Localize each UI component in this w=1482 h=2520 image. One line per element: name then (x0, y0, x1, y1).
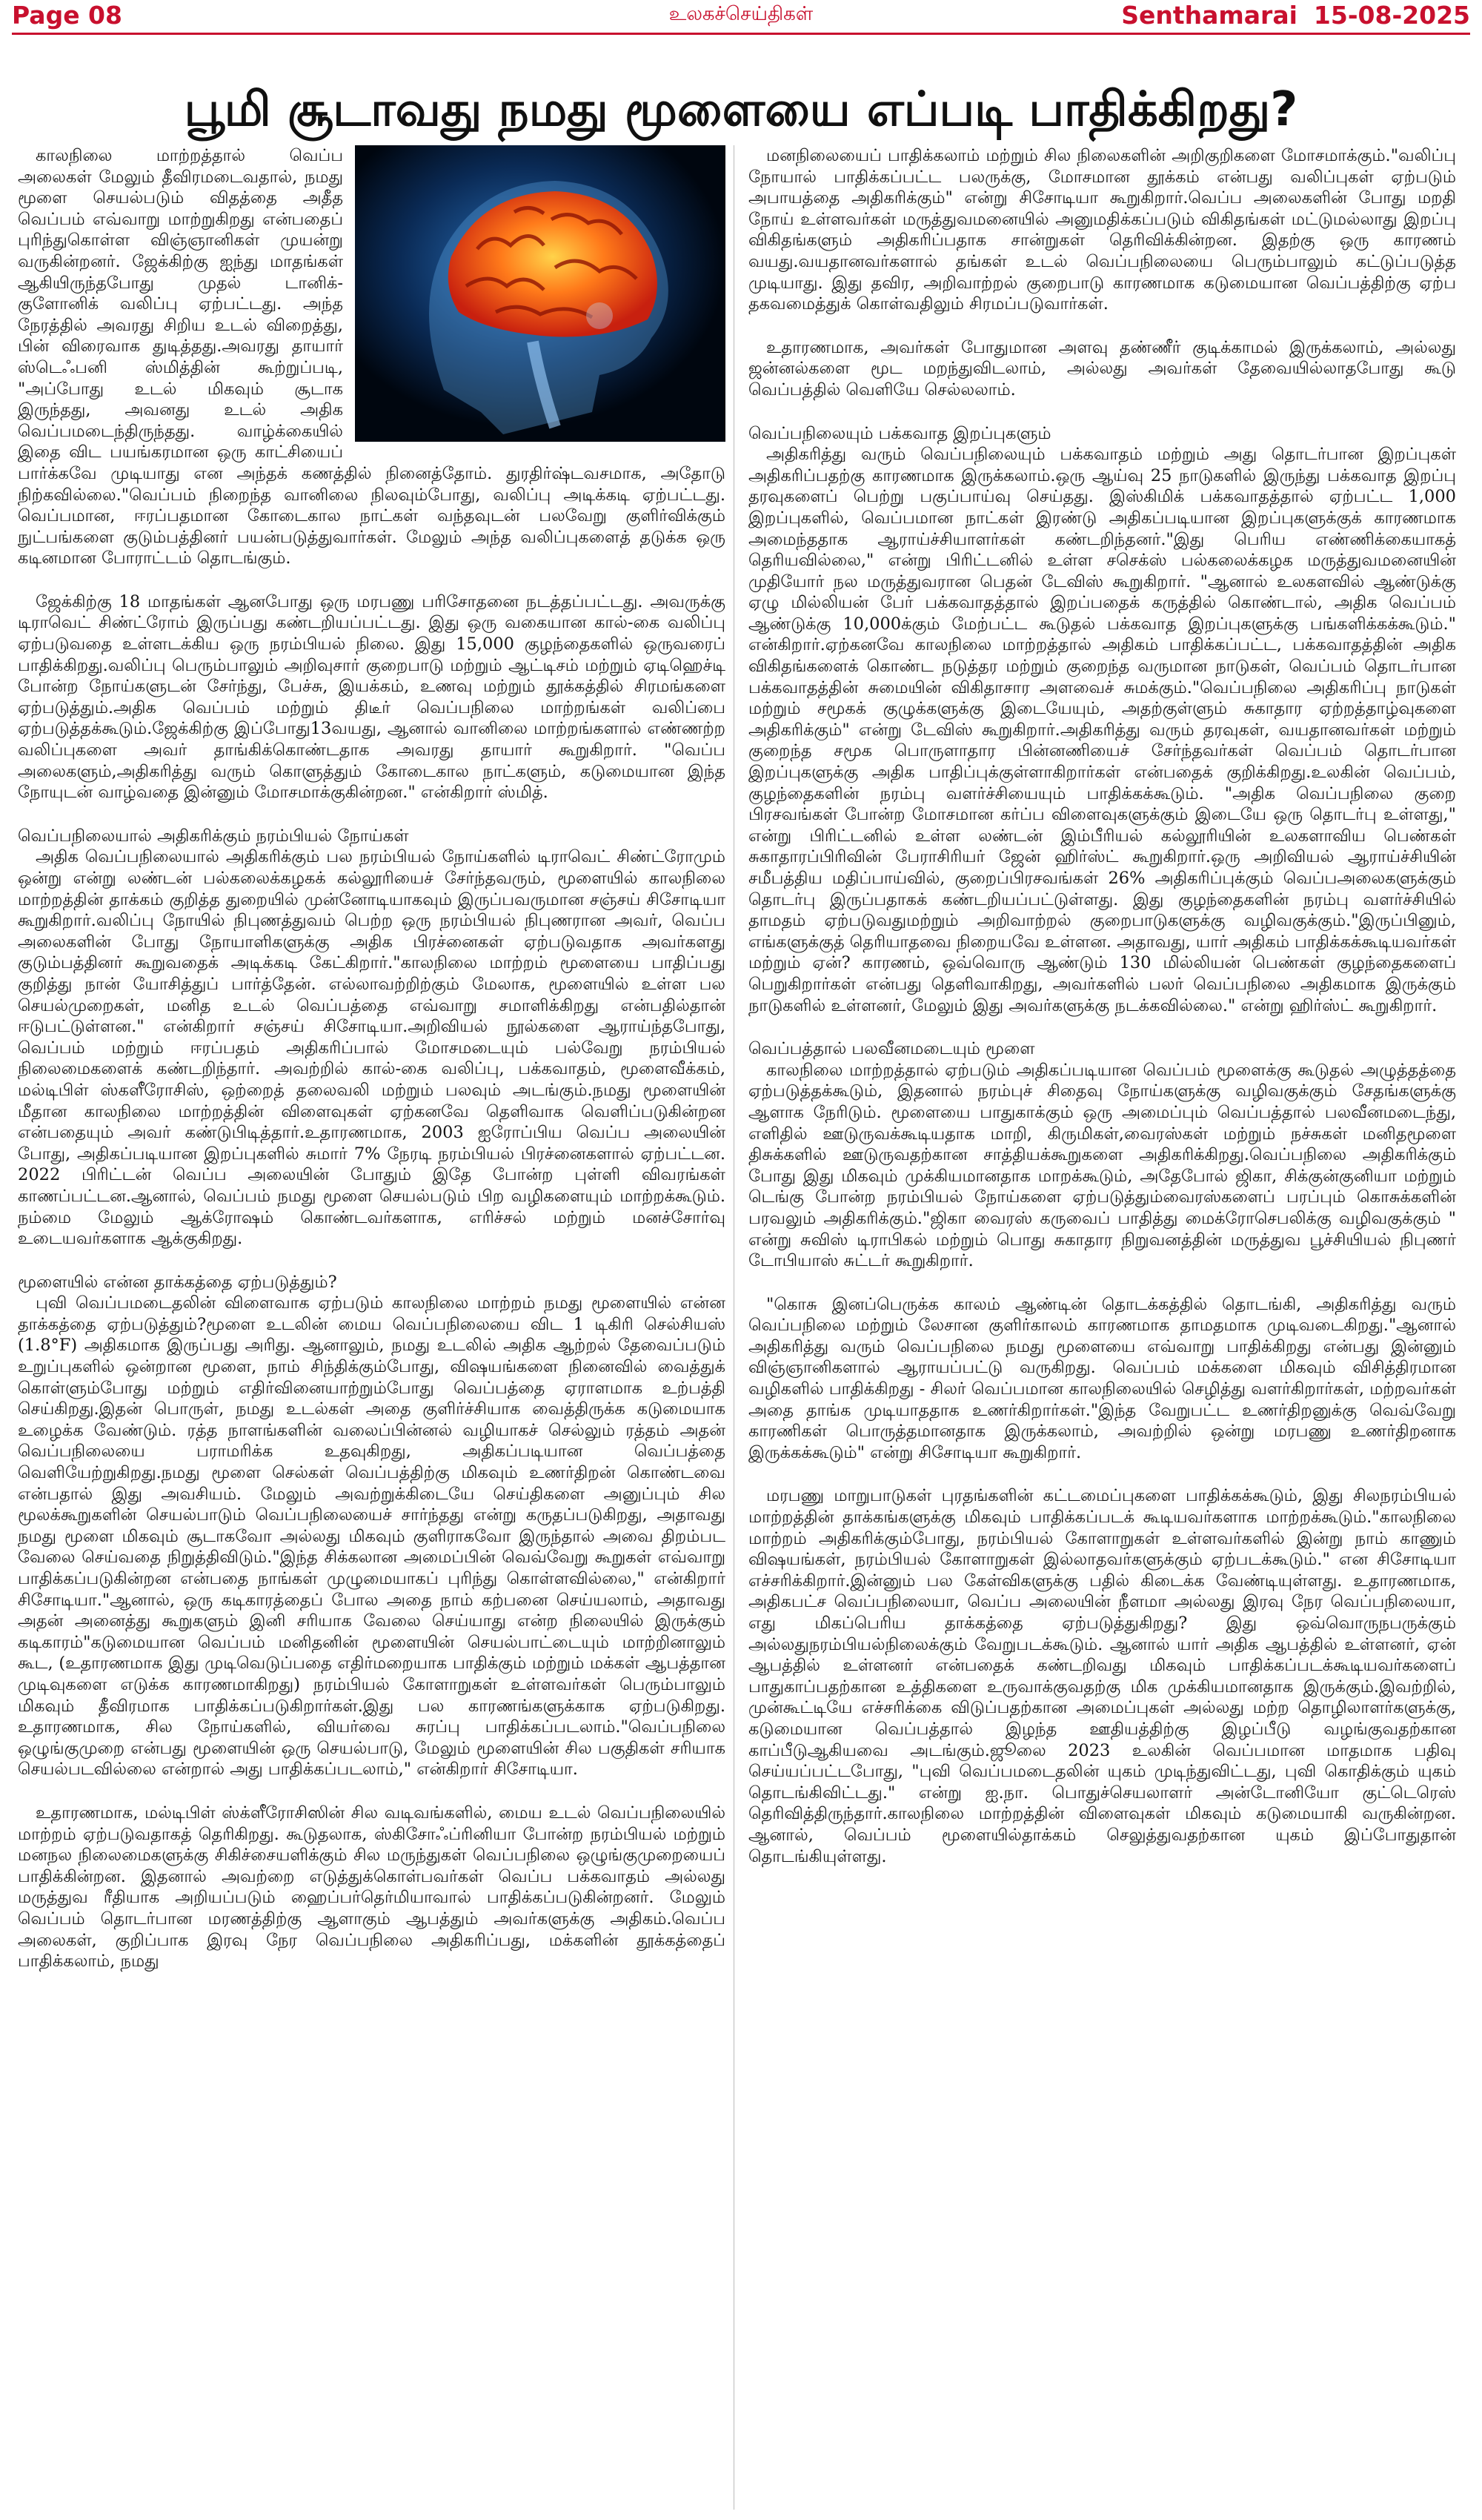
section-subheading: வெப்பநிலையும் பக்கவாத இறப்புகளும் (748, 423, 1051, 443)
article-paragraph: ஜேக்கிற்கு 18 மாதங்கள் ஆனபோது ஒரு மரபணு பரிசோதனை நடத்தப்பட்டது. அவருக்கு டிராவெட் சிண்ட்ரோம் இருப்பது கண்டறியப்பட்டது. இது ஒரு வகையான கால்-கை வலிப்பு ஏற்படுவதை உள்ளடக்கிய ஒரு நரம்பியல் நிலை. இது 15,000 குழந்தைகளில் ஒருவரைப் பாதிக்கிறது.வலிப்பு பெரும்பாலும் அறிவுசார் குறைபாடு மற்றும் ஆட்டிசம் மற்றும் ஏடிஹெச்டி போன்ற நோய்களுடன் சேர்ந்து, பேச்சு, இயக்கம், உணவு மற்றும் தூக்கத்தில் சிரமங்களை ஏற்படுத்தும்.அதிக வெப்பம் மற்றும் திடீர் வெப்பநிலை மாற்றங்கள் வலிப்பை ஏற்படுத்தக்கூடும்.ஜேக்கிற்கு இப்போது13வயது, ஆனால் வானிலை மாற்றங்களால் எண்ணற்ற வலிப்புகளை அவர் தாங்கிக்கொண்டதாக அவரது தாயார் கூறுகிறார். "வெப்ப அலைகளும்,அதிகரித்து வரும் கொளுத்தும் கோடைகால நாட்களும், கடுமையான இந்த நோயுடன் வாழ்வதை இன்னும் மோசமாக்குகின்றன." என்கிறார் ஸ்மித். (18, 591, 725, 803)
section-subheading: வெப்பநிலையால் அதிகரிக்கும் நரம்பியல் நோய்கள் (18, 826, 409, 846)
article-paragraph: மரபணு மாறுபாடுகள் புரதங்களின் கட்டமைப்புகளை பாதிக்கக்கூடும், இது சிலநரம்பியல் மாற்றத்தின் தாக்கங்களுக்கு மிகவும் பாதிக்கப்படக் கூடியவர்களாக மாற்றக்கூடும்."காலநிலை மாற்றம் அதிகரிக்கும்போது, நரம்பியல் கோளாறுகள் உள்ளவர்களில் இன்று நாம் காணும் விஷயங்கள், நரம்பியல் கோளாறுகள் இல்லாதவர்களுக்கும் ஏற்படக்கூடும்." என சிசோடியா எச்சரிக்கிறார்.இன்னும் பல கேள்விகளுக்கு பதில் கிடைக்க வேண்டியுள்ளது. உதாரணமாக, அதிகபட்ச வெப்பநிலையா, வெப்ப அலையின் நீளமா அல்லது இரவு நேர வெப்பநிலையா, எது மிகப்பெரிய தாக்கத்தை ஏற்படுத்துகிறது? இது ஒவ்வொருநபருக்கும் அல்லதுநரம்பியல்நிலைக்கும் வேறுபடக்கூடும். ஆனால் யார் அதிக ஆபத்தில் உள்ளனர், ஏன் ஆபத்தில் உள்ளனர் என்பதைக் கண்டறிவது மிகவும் பாதிக்கப்படக்கூடியவர்களைப் பாதுகாப்பதற்கான உத்திகளை உருவாக்குவதற்கு மிக முக்கியமானதாக இருக்கும்.இவற்றில், முன்கூட்டியே எச்சரிக்கை விடுப்பதற்கான அமைப்புகள் அல்லது மற்ற தொழிலாளர்களுக்கு, கடுமையான வெப்பத்தால் இழந்த ஊதியத்திற்கு இழப்பீடு வழங்குவதற்கான காப்பீடுஆகியவை அடங்கும்.ஜூலை 2023 உலகின் வெப்பமான மாதமாக பதிவு செய்யப்பட்டபோது, "புவி வெப்பமடைதலின் யுகம் முடிந்துவிட்டது, புவி கொதிக்கும் யுகம் தொடங்கிவிட்டது." என்று ஐ.நா. பொதுச்செயலாளர் அன்டோனியோ குட்டெரெஸ் தெரிவித்திருந்தார்.காலநிலை மாற்றத்தின் விளைவுகள் மிகவும் கடுமையாகி வருகின்றன. ஆனால், வெப்பம் மூளையில்தாக்கம் செலுத்துவதற்கான யுகம் இப்போதுதான் தொடங்கியுள்ளது. (748, 1486, 1456, 1866)
article-paragraph: மனநிலையைப் பாதிக்கலாம் மற்றும் சில நிலைகளின் அறிகுறிகளை மோசமாக்கும்."வலிப்பு நோயால் பாதிக்கப்பட்ட பலருக்கு, மோசமான தூக்கம் என்பது வலிப்புகள் ஏற்படும் அபாயத்தை அதிகரிக்கும்" என்று சிசோடியா கூறுகிறார்.வெப்ப அலைகளின் போது மறதி நோய் உள்ளவர்கள் மருத்துவமனையில் அனுமதிக்கப்படும் விகிதங்கள் மட்டுமல்லாது இறப்பு விகிதங்களும் அதிகரிப்பதாக சான்றுகள் தெரிவிக்கின்றன. இதற்கு ஒரு காரணம் வயது.வயதானவர்களால் தங்கள் உடல் வெப்பநிலையை பெரும்பாலும் கட்டுப்படுத்த முடியாது. இது தவிர, அறிவாற்றல் குறைபாடு காரணமாக கடுமையான வெப்பத்திற்கு ஏற்ப தகவமைத்துக் கொள்வதிலும் சிரமப்படுவார்கள். (748, 146, 1456, 314)
article-column-left (18, 145, 725, 2510)
article-paragraph: காலநிலை மாற்றத்தால் வெப்ப அலைகள் மேலும் தீவிரமடைவதால், நமது மூளை செயல்படும் விதத்தை அதீத வெப்பம் எவ்வாறு மாற்றுகிறது என்பதைப் புரிந்துகொள்ள விஞ்ஞானிகள் முயன்று வருகின்றனர். ஜேக்கிற்கு ஐந்து மாதங்கள் ஆகியிருந்தபோது முதல் டானிக்-குளோனிக் வலிப்பு ஏற்பட்டது. அந்த நேரத்தில் அவரது சிறிய உடல் விறைத்து, பின் விரைவாக துடித்தது.அவரது தாயார் ஸ்டெஃபனி ஸ்மித்தின் கூற்றுப்படி, "அப்போது உடல் மிகவும் சூடாக இருந்தது, அவனது உடல் அதிக வெப்பமடைந்திருந்தது. வாழ்க்கையில் இதை விட பயங்கரமான ஒரு காட்சியைப் பார்க்கவே முடியாது என அந்தக் கணத்தில் நினைத்தோம். துரதிர்ஷ்டவசமாக, அதோடு நிற்கவில்லை."வெப்பம் நிறைந்த வானிலை நிலவும்போது, வலிப்பு அடிக்கடி ஏற்பட்டது. வெப்பமான, ஈரப்பதமான கோடைகால நாட்கள் வந்தவுடன் பலவேறு குளிர்விக்கும் நுட்பங்களை குடும்பத்தினர் பயன்படுத்துவார்கள். மேலும் அந்த வலிப்புகளைத் தடுக்க ஒரு கடினமான போராட்டம் தொடங்கும். (18, 146, 725, 568)
article-paragraph: "கொசு இனப்பெருக்க காலம் ஆண்டின் தொடக்கத்தில் தொடங்கி, அதிகரித்து வரும் வெப்பநிலை மற்றும் லேசான குளிர்காலம் காரணமாக தாமதமாக முடிவடைகிறது."ஆனால் அதிகரித்து வரும் வெப்பநிலை நமது மூளையை எவ்வாறு பாதிக்கிறது என்பது இன்னும் விஞ்ஞானிகளால் ஆராயப்பட்டு வருகிறது. வெப்பம் மக்களை மிகவும் விசித்திரமான வழிகளில் பாதிக்கிறது - சிலர் வெப்பமான காலநிலையில் செழித்து வளர்கிறார்கள், மற்றவர்கள் அதை தாங்க முடியாததாக உணர்கிறார்கள்."இந்த வேறுபட்ட உணர்திறனுக்கு வெவ்வேறு காரணிகள் பொருத்தமானதாக இருக்கலாம், அவற்றில் ஒன்று மரபணு உணர்திறனாக இருக்கக்கூடும்" என்று சிசோடியா கூறுகிறார். (748, 1294, 1456, 1462)
section-title: உலகச்செய்திகள் (668, 2, 814, 25)
article-headline: பூமி சூடாவது நமது மூளையை எப்படி பாதிக்கிறது? (184, 82, 1298, 137)
brain-scan-illustration-icon (355, 145, 725, 442)
article-column-right (748, 145, 1456, 2510)
article-paragraph: அதிக வெப்பநிலையால் அதிகரிக்கும் பல நரம்பியல் நோய்களில் டிராவெட் சிண்ட்ரோமும் ஒன்று என்று லண்டன் பல்கலைக்கழகக் கல்லூரியைச் சேர்ந்தவரும், மூளையில் காலநிலை மாற்றத்தின் தாக்கம் குறித்த துறையில் முன்னோடியாகவும் இருப்பவருமான சஞ்சய் சிசோடியா கூறுகிறார்.வலிப்பு நோயில் நிபுணத்துவம் பெற்ற ஒரு நரம்பியல் நிபுணரான அவர், வெப்ப அலைகளின் போது நோயாளிகளுக்கு அதிக பிரச்னைகள் ஏற்படுவதாக அவர்களது குடும்பத்தினர் கூறுவதைக் அடிக்கடி கேட்கிறார்."காலநிலை மாற்றம் மூளையை பாதிப்பது குறித்து நான் யோசித்துப் பார்த்தேன். எல்லாவற்றிற்கும் மேலாக, மூளையில் உள்ள பல செயல்முறைகள், மனித உடல் வெப்பத்தை எவ்வாறு சமாளிக்கிறது என்பதில்தான் ஈடுபட்டுள்ளன." என்கிறார் சஞ்சய் சிசோடியா.அறிவியல் நூல்களை ஆராய்ந்தபோது, வெப்பம் மற்றும் ஈரப்பதம் அதிகரிப்பால் மோசமடையும் பல்வேறு நரம்பியல் நிலைமைகளைக் கண்டறிந்தார். அவற்றில் கால்-கை வலிப்பு, பக்கவாதம், மூளைவீக்கம், மல்டிபிள் ஸ்களீரோசிஸ், ஒற்றைத் தலைவலி மற்றும் பலவும் அடங்கும்.நமது மூளையின் மீதான காலநிலை மாற்றத்தின் விளைவுகள் ஏற்கனவே தெளிவாக வெளிப்படுகின்றன என்பதையும் அவர் கண்டுபிடித்தார்.உதாரணமாக, 2003 ஐரோப்பிய வெப்ப அலையின் போது, அதிகப்படியான இறப்புகளில் சுமார் 7% நேரடி நரம்பியல் பிரச்னைகளால் ஏற்பட்டன. 2022 பிரிட்டன் வெப்ப அலையின் போதும் இதே போன்ற புள்ளி விவரங்கள் காணப்பட்டன.ஆனால், வெப்பம் நமது மூளை செயல்படும் பிற வழிகளையும் மாற்றக்கூடும். நம்மை மேலும் ஆக்ரோஷம் கொண்டவர்களாக, எரிச்சல் மற்றும் மனச்சோர்வு உடையவர்களாக ஆக்குகிறது. (18, 847, 725, 1249)
article-paragraph: உதாரணமாக, மல்டிபிள் ஸ்க்ளீரோசிஸின் சில வடிவங்களில், மைய உடல் வெப்பநிலையில் மாற்றம் ஏற்படுவதாகத் தெரிகிறது. கூடுதலாக, ஸ்கிசோஃப்ரினியா போன்ற நரம்பியல் மற்றும் மனநல நிலைமைகளுக்கு சிகிச்சையளிக்கும் சில மருந்துகள் வெப்பநிலை ஒழுங்குமுறையைப் பாதிக்கின்றன. இதனால் அவற்றை எடுத்துக்கொள்பவர்கள் வெப்ப பக்கவாதம் அல்லது மருத்துவ ரீதியாக அறியப்படும் ஹைப்பர்தெர்மியாவால் பாதிக்கப்படுகின்றனர். மேலும் வெப்பம் தொடர்பான மரணத்திற்கு ஆளாகும் ஆபத்தும் அவர்களுக்கு அதிகம்.வெப்ப அலைகள், குறிப்பாக இரவு நேர வெப்பநிலை அதிகரிப்பது, மக்களின் தூக்கத்தைப் பாதிக்கலாம், நமது (18, 1803, 725, 1972)
header-rule (12, 33, 1470, 35)
article-paragraph: அதிகரித்து வரும் வெப்பநிலையும் பக்கவாதம் மற்றும் அது தொடர்பான இறப்புகள் அதிகரிப்பதற்கு காரணமாக இருக்கலாம்.ஒரு ஆய்வு 25 நாடுகளில் இருந்து பக்கவாத இறப்பு தரவுகளைப் பெற்று பகுப்பாய்வு செய்தது. இஸ்கிமிக் பக்கவாதத்தால் ஏற்பட்ட 1,000 இறப்புகளில், வெப்பமான நாட்கள் இரண்டு அதிகப்படியான இறப்புகளுக்குக் காரணமாக அமைந்ததாக ஆராய்ச்சியாளர்கள் கண்டறிந்தனர்."இது பெரிய எண்ணிக்கையாகத் தெரியவில்லை," என்று பிரிட்டனில் உள்ள சசெக்ஸ் பல்கலைக்கழக மருத்துவமனையின் முதியோர் நல மருத்துவரான பெதன் டேவிஸ் கூறுகிறார். "ஆனால் உலகளவில் ஆண்டுக்கு ஏழு மில்லியன் பேர் பக்கவாதத்தால் இறப்பதைக் கருத்தில் கொண்டால், அதிக வெப்பம் ஆண்டுக்கு 10,000க்கும் மேற்பட்ட கூடுதல் பக்கவாத இறப்புகளுக்கு பங்களிக்கக்கூடும்." என்கிறார்.ஏற்கனவே காலநிலை மாற்றத்தால் அதிகம் பாதிக்கப்பட்ட, பக்கவாதத்தின் அதிக விகிதங்களைக் கொண்ட நடுத்தர மற்றும் குறைந்த வருமான நாடுகள், வெப்பம் தொடர்பான பக்கவாதத்தின் சுமையின் விகிதாசார அளவைச் சுமக்கும்."வெப்பநிலை அதிகரிப்பு நாடுகள் மற்றும் சமூகக் குழுக்களுக்கு இடையேயும், அதற்குள்ளும் சுகாதார ஏற்றத்தாழ்வுகளை அதிகரிக்கும்" என்று டேவிஸ் கூறுகிறார்.அதிகரித்து வரும் தரவுகள், வயதானவர்கள் மற்றும் குறைந்த சமூக பொருளாதார பின்னணியைச் சேர்ந்தவர்கள் வெப்பம் தொடர்பான இறப்புகளுக்கு அதிக பாதிப்புக்குள்ளாகிறார்கள் என்பதைக் குறிக்கிறது.உலகின் வெப்பம், குழந்தைகளின் நரம்பு வளர்ச்சியையும் பாதிக்கக்கூடும். "அதிக வெப்பநிலை குறை பிரசவங்கள் போன்ற மோசமான கர்ப்ப விளைவுகளுக்கும் இடையே ஒரு தொடர்பு உள்ளது," என்று பிரிட்டனில் உள்ள லண்டன் இம்பீரியல் கல்லூரியின் உலகளாவிய பெண்கள் சுகாதாரப்பிரிவின் பேராசிரியர் ஜேன் ஹிர்ஸ்ட் கூறுகிறார்.ஒரு அறிவியல் ஆராய்ச்சியின் சமீபத்திய மதிப்பாய்வில், குறைப்பிரசவங்கள் 26% அதிகரிப்புக்கும் வெப்பஅலைகளுக்கும் தொடர்பு இருப்பதாகக் கண்டறியப்பட்டுள்ளது. இது குழந்தைகளின் நரம்பு வளர்ச்சியில் தாமதம் ஏற்படுவதுமற்றும் அறிவாற்றல் குறைபாடுகளுக்கு வழிவகுக்கும்."இருப்பினும், எங்களுக்குத் தெரியாதவை நிறையவே உள்ளன. அதாவது, யார் அதிகம் பாதிக்கக்கூடியவர்கள் மற்றும் ஏன்? காரணம், ஒவ்வொரு ஆண்டும் 130 மில்லியன் பெண்கள் குழந்தைகளைப் பெறுகிறார்கள் என்பது தெளிவாகிறது, அவர்களில் பலர் வெப்பநிலை அதிகமாக இருக்கும் நாடுகளில் உள்ளனர், மேலும் இது அவர்களுக்கு நடக்கவில்லை." என்று ஹிர்ஸ்ட் கூறுகிறார். (748, 445, 1456, 1015)
page-number: Page 08 (12, 0, 122, 30)
article-photo (355, 145, 725, 442)
page-header (12, 0, 1470, 30)
section-subheading: வெப்பத்தால் பலவீனமடையும் மூளை (748, 1039, 1035, 1059)
issue-date: 15-08-2025 (1313, 0, 1470, 30)
article-paragraph: புவி வெப்பமடைதலின் விளைவாக ஏற்படும் காலநிலை மாற்றம் நமது மூளையில் என்ன தாக்கத்தை ஏற்படுத்தும்?மூளை உடலின் மைய வெப்பநிலையை விட 1 டிகிரி செல்சியஸ் (1.8°F) அதிகமாக இருப்பது அரிது. ஆனாலும், நமது உடலில் அதிக ஆற்றல் தேவைப்படும் உறுப்புகளில் ஒன்றான மூளை, நாம் சிந்திக்கும்போது, விஷயங்களை நினைவில் வைத்துக் கொள்ளும்போது மற்றும் எதிர்வினையாற்றும்போது வெப்பத்தை ஏராளமாக உற்பத்தி செய்கிறது.இதன் பொருள், நமது உடல்கள் அதை குளிர்ச்சியாக வைத்திருக்க கடுமையாக உழைக்க வேண்டும். ரத்த நாளங்களின் வலைப்பின்னல் வழியாகச் செல்லும் ரத்தம் அதன் வெப்பநிலையை பராமரிக்க உதவுகிறது, அதிகப்படியான வெப்பத்தை வெளியேற்றுகிறது.நமது மூளை செல்கள் வெப்பத்திற்கு மிகவும் உணர்திறன் கொண்டவை என்பதால் இது அவசியம். மேலும் அவற்றுக்கிடையே செய்திகளை அனுப்பும் சில மூலக்கூறுகளின் செயல்பாடும் வெப்பநிலையைச் சார்ந்தது என்று கருதப்படுகிறது, அதாவது நமது மூளை மிகவும் சூடாகவோ அல்லது மிகவும் குளிராகவோ இருந்தால் அவை திறம்பட வேலை செய்வதை நிறுத்திவிடும்."இந்த சிக்கலான அமைப்பின் வெவ்வேறு கூறுகள் எவ்வாறு பாதிக்கப்படுகின்றன என்பதை நாங்கள் முழுமையாகப் புரிந்து கொள்ளவில்லை," என்கிறார் சிசோடியா."ஆனால், ஒரு கடிகாரத்தைப் போல அதை நாம் கற்பனை செய்யலாம், அதாவது அதன் அனைத்து கூறுகளும் இனி சரியாக வேலை செய்யாது என்ற நிலையில் இருக்கும் கடிகாரம்"கடுமையான வெப்பம் மனிதனின் மூளையின் செயல்பாட்டையும் மாற்றினாலும் கூட, (உதாரணமாக இது முடிவெடுப்பதை எதிர்மறையாக பாதிக்கும் மற்றும் மக்கள் ஆபத்தான முடிவுகளை எடுக்க காரணமாகிறது) நரம்பியல் கோளாறுகள் உள்ளவர்கள் பெரும்பாலும் மிகவும் தீவிரமாக பாதிக்கப்படுகிறார்கள்.இது பல காரணங்களுக்காக ஏற்படுகிறது. உதாரணமாக, சில நோய்களில், வியர்வை சுரப்பு பாதிக்கப்படலாம்."வெப்பநிலை ஒழுங்குமுறை என்பது மூளையின் ஒரு செயல்பாடு, மேலும் மூளையின் சில பகுதிகள் சரியாக செயல்படவில்லை என்றால் அது பாதிக்கப்படலாம்," என்கிறார் சிசோடியா. (18, 1293, 725, 1780)
article-paragraph: உதாரணமாக, அவர்கள் போதுமான அளவு தண்ணீர் குடிக்காமல் இருக்கலாம், அல்லது ஜன்னல்களை மூட மறந்துவிடலாம், அல்லது அவர்கள் தேவையில்லாதபோது கூடு வெப்பத்தில் வெளியே செல்லலாம். (748, 337, 1456, 399)
newspaper-name: Senthamarai (1121, 0, 1297, 30)
section-subheading: மூளையில் என்ன தாக்கத்தை ஏற்படுத்தும்? (18, 1272, 337, 1292)
article-paragraph: காலநிலை மாற்றத்தால் ஏற்படும் அதிகப்படியான வெப்பம் மூளைக்கு கூடுதல் அழுத்தத்தை ஏற்படுத்தக்கூடும், இதனால் நரம்புச் சிதைவு நோய்களுக்கு வழிவகுக்கும் சேதங்களுக்கு ஆளாக நேரிடும். மூளையை பாதுகாக்கும் ஒரு அமைப்பும் வெப்பத்தால் பலவீனமடைந்து, எளிதில் ஊடுருவக்கூடியதாக மாறி, கிருமிகள்,வைரஸ்கள் மற்றும் நச்சுகள் மனிதமூளை திசுக்களில் ஊடுருவதற்கான சாத்தியக்கூறுகளை அதிகரிக்கிறது.வெப்பநிலை அதிகரிக்கும் போது இது மிகவும் முக்கியமானதாக மாறக்கூடும், அதேபோல் ஜிகா, சிக்குன்குனியா மற்றும் டெங்கு போன்ற நரம்பியல் நோய்களை ஏற்படுத்தும்வைரஸ்களைப் பரப்பும் கொசுக்களின் பரவலும் அதிகரிக்கும்."ஜிகா வைரஸ் கருவைப் பாதித்து மைக்ரோசெபலிக்கு வழிவகுக்கும் " என்று சுவிஸ் டிராபிகல் மற்றும் பொது சுகாதார நிறுவனத்தின் மருத்துவ பூச்சியியல் நிபுணர் டோபியாஸ் சுட்டர் கூறுகிறார். (748, 1060, 1456, 1271)
